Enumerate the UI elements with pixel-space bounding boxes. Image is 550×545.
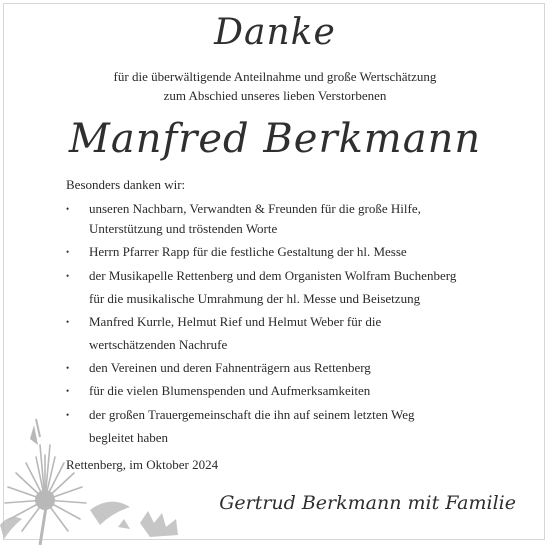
bullet: • — [66, 363, 70, 374]
bullet: • — [66, 409, 70, 420]
list-item — [66, 242, 526, 262]
list-item — [66, 358, 526, 378]
list-item — [66, 266, 526, 309]
list-item-line: für die musikalische Umrahmung der hl. Messe und Beisetzung — [89, 290, 421, 306]
bullet: • — [66, 204, 70, 214]
list-item-line: Herrn Pfarrer Rapp für die festliche Gestaltung der hl. Messe — [89, 244, 407, 260]
bullet: • — [66, 270, 70, 281]
list-item-line: für die vielen Blumenspenden und Aufmerksamkeiten — [89, 383, 371, 399]
list-item-line: Manfred Kurrle, Helmut Rief und Helmut Weber für die — [89, 313, 382, 329]
thanks-heading: Besonders danken wir: — [66, 177, 186, 192]
list-item-line: der Musikapelle Rettenberg und dem Organisten Wolfram Buchenberg — [89, 267, 457, 283]
family-signature: Gertrud Berkmann mit Familie — [219, 492, 516, 514]
list-item — [66, 312, 526, 355]
thistle-flower-icon — [0, 415, 200, 545]
list-item — [66, 199, 526, 239]
bullet: • — [66, 316, 70, 327]
list-item-line: Unterstützung und tröstenden Worte — [89, 221, 278, 236]
thanks-list — [66, 199, 526, 451]
intro-text — [0, 67, 550, 105]
list-item-line: der großen Trauergemeinschaft die ihn auf seinem letzten Weg — [89, 406, 415, 422]
list-item-line: unseren Nachbarn, Verwandten & Freunden für die große Hilfe, — [89, 201, 421, 216]
bullet: • — [66, 247, 70, 258]
deceased-name: Manfred Berkmann — [68, 116, 482, 162]
place-and-date: Rettenberg, im Oktober 2024 — [66, 457, 219, 472]
list-item-line: wertschätzenden Nachrufe — [89, 336, 228, 352]
intro-line-1: für die überwältigende Anteilnahme und große Wertschätzung — [113, 69, 437, 84]
bullet: • — [66, 386, 70, 397]
intro-line-2: zum Abschied unseres lieben Verstorbenen — [163, 88, 387, 103]
list-item — [66, 381, 526, 401]
list-item-line: begleitet haben — [89, 429, 169, 445]
list-item-line: den Vereinen und deren Fahnenträgern aus Rettenberg — [89, 360, 371, 376]
notice-title: Danke — [214, 12, 336, 53]
